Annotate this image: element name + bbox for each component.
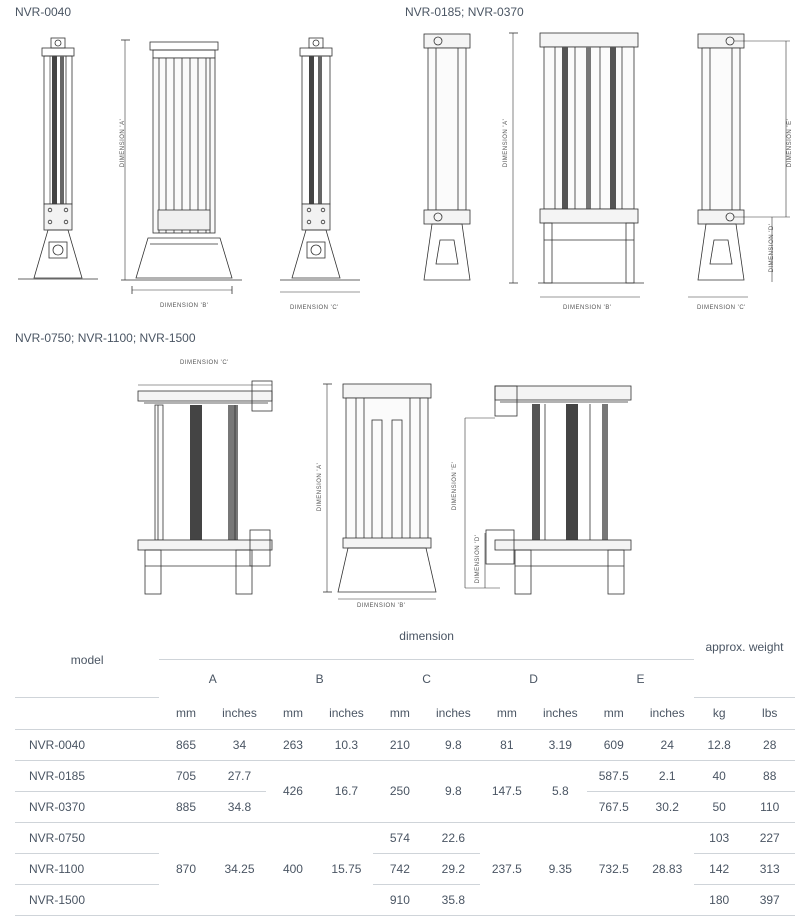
dimension-b-label-1: DIMENSION 'B' xyxy=(160,303,209,309)
cell-merged: 147.5 xyxy=(480,760,533,822)
cell: 397 xyxy=(744,884,795,915)
unit-header: inches xyxy=(213,697,266,729)
header-group-c: C xyxy=(422,671,431,686)
unit-header: mm xyxy=(266,697,319,729)
cell: 767.5 xyxy=(587,791,640,822)
cell: 81 xyxy=(480,729,533,760)
cell: 587.5 xyxy=(587,760,640,791)
cell: 35.8 xyxy=(427,884,480,915)
drawing-nvr-0185-side xyxy=(509,33,644,297)
cell-merged: 9.35 xyxy=(534,822,587,915)
drawing-nvr-0040-c xyxy=(280,38,360,292)
cell: 227 xyxy=(744,822,795,853)
cell-merged: 34.25 xyxy=(213,822,266,915)
dimension-c-label-3: DIMENSION 'C' xyxy=(180,360,229,366)
dimension-c-label-1: DIMENSION 'C' xyxy=(290,305,339,311)
dimension-b-label-3: DIMENSION 'B' xyxy=(357,603,406,609)
cell: 34 xyxy=(213,729,266,760)
header-model: model xyxy=(15,623,159,697)
cell: 40 xyxy=(694,760,744,791)
drawing-nvr-0750-center xyxy=(323,384,436,599)
unit-header: inches xyxy=(320,697,373,729)
cell: 3.19 xyxy=(534,729,587,760)
cell: 9.8 xyxy=(427,729,480,760)
unit-header: mm xyxy=(480,697,533,729)
section-title-nvr-0750-1100-1500: NVR-0750; NVR-1100; NVR-1500 xyxy=(15,331,196,345)
header-group-a: A xyxy=(208,671,217,686)
cell: 88 xyxy=(744,760,795,791)
dimension-d-label-3: DIMENSION 'D' xyxy=(475,534,481,584)
unit-header: mm xyxy=(159,697,212,729)
drawing-nvr-0750-left xyxy=(138,381,272,594)
cell-merged: 400 xyxy=(266,822,319,915)
cell: 609 xyxy=(587,729,640,760)
cell-model: NVR-1100 xyxy=(15,853,159,884)
header-dimension: dimension xyxy=(159,623,694,660)
cell: 103 xyxy=(694,822,744,853)
cell-merged: 16.7 xyxy=(320,760,373,822)
drawing-nvr-0040-side xyxy=(121,40,242,294)
section-title-nvr-0040: NVR-0040 xyxy=(15,5,72,19)
cell: 2.1 xyxy=(641,760,694,791)
cell: 910 xyxy=(373,884,426,915)
table-row xyxy=(15,822,795,853)
cell: 27.7 xyxy=(213,760,266,791)
cell-merged: 28.83 xyxy=(641,822,694,915)
dimension-table xyxy=(15,623,795,916)
cell: 742 xyxy=(373,853,426,884)
header-group-b: B xyxy=(315,671,324,686)
cell-model: NVR-0750 xyxy=(15,822,159,853)
header-group-d: D xyxy=(529,671,538,686)
dimension-e-label-2: DIMENSION 'E' xyxy=(787,118,793,168)
cell: 12.8 xyxy=(694,729,744,760)
cell: 885 xyxy=(159,791,212,822)
cell: 50 xyxy=(694,791,744,822)
cell: 29.2 xyxy=(427,853,480,884)
cell: 180 xyxy=(694,884,744,915)
unit-header: inches xyxy=(427,697,480,729)
dimension-a-label-2: DIMENSION 'A' xyxy=(503,118,509,168)
header-group-e: E xyxy=(636,671,645,686)
cell-merged: 15.75 xyxy=(320,822,373,915)
cell-model: NVR-1500 xyxy=(15,884,159,915)
table-row xyxy=(15,729,795,760)
drawing-nvr-0185-front xyxy=(424,34,470,280)
cell-merged: 237.5 xyxy=(480,822,533,915)
drawing-nvr-0040-front xyxy=(18,38,98,279)
cell: 865 xyxy=(159,729,212,760)
cell-model: NVR-0040 xyxy=(15,729,159,760)
cell: 313 xyxy=(744,853,795,884)
cell: 34.8 xyxy=(213,791,266,822)
cell: 263 xyxy=(266,729,319,760)
section-title-nvr-0185-0370: NVR-0185; NVR-0370 xyxy=(405,5,524,19)
dimension-a-label-1: DIMENSION 'A' xyxy=(120,118,126,168)
dimension-e-label-3: DIMENSION 'E' xyxy=(452,461,458,511)
unit-header: lbs xyxy=(744,697,795,729)
dimension-c-label-2: DIMENSION 'C' xyxy=(697,305,746,311)
cell: 22.6 xyxy=(427,822,480,853)
cell-merged: 5.8 xyxy=(534,760,587,822)
cell-merged: 732.5 xyxy=(587,822,640,915)
unit-header: inches xyxy=(641,697,694,729)
cell: 705 xyxy=(159,760,212,791)
cell: 28 xyxy=(744,729,795,760)
cell: 142 xyxy=(694,853,744,884)
unit-header: mm xyxy=(587,697,640,729)
cell-model: NVR-0370 xyxy=(15,791,159,822)
cell: 24 xyxy=(641,729,694,760)
unit-header: kg xyxy=(694,697,744,729)
dimension-b-label-2: DIMENSION 'B' xyxy=(563,305,612,311)
cell-merged: 250 xyxy=(373,760,426,822)
dimension-d-label-2: DIMENSION 'D' xyxy=(769,223,775,273)
cell-merged: 426 xyxy=(266,760,319,822)
unit-header: mm xyxy=(373,697,426,729)
cell-model: NVR-0185 xyxy=(15,760,159,791)
drawing-nvr-0750-right xyxy=(465,386,631,594)
cell-merged: 870 xyxy=(159,822,212,915)
cell: 10.3 xyxy=(320,729,373,760)
header-approx-weight: approx. weight xyxy=(694,623,795,697)
cell: 210 xyxy=(373,729,426,760)
dimension-a-label-3: DIMENSION 'A' xyxy=(317,462,323,512)
cell: 574 xyxy=(373,822,426,853)
cell: 110 xyxy=(744,791,795,822)
cell-merged: 9.8 xyxy=(427,760,480,822)
cell: 30.2 xyxy=(641,791,694,822)
table-row xyxy=(15,760,795,791)
unit-header: inches xyxy=(534,697,587,729)
